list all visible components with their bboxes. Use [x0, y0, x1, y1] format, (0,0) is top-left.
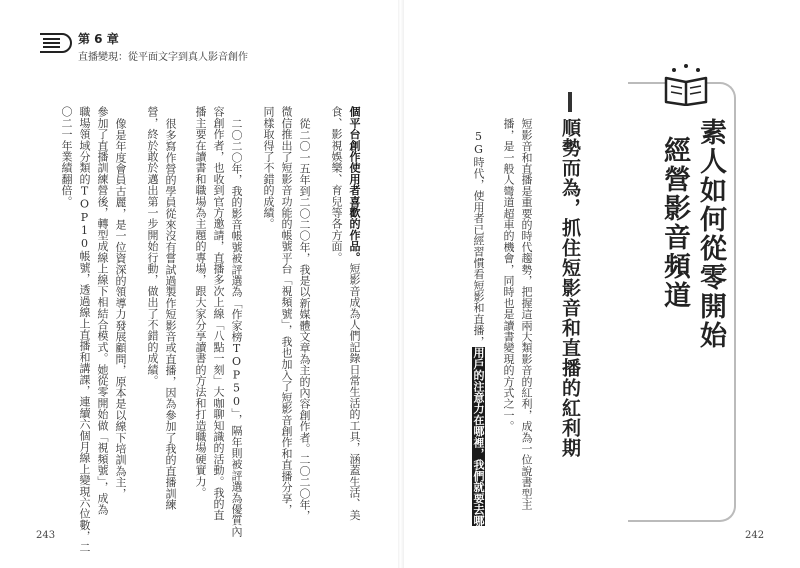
- left-p2-line-1: 從二〇一五年到二〇二〇年，我是以新媒體文章為主的內容創作者。二〇二〇年，: [298, 118, 311, 522]
- left-p4-line-2: 營，終於敢於邁出第一步開始行動，做出了不錯的成績。: [146, 106, 159, 386]
- left-p4-line-1: 很多寫作營的學員從來沒有嘗試過製作短影音或直播，因為參加了我的直播訓練: [164, 118, 177, 510]
- page-gutter: [398, 0, 404, 568]
- chapter-header: [38, 26, 298, 66]
- right-para2-text: 5G時代，使用者已經習慣看短影和直播，: [472, 130, 485, 347]
- left-p2-line-2: 微信推出了短影音功能的帳號平台「視頻號」，我也加入了短影音創作和直播分享，: [280, 106, 293, 515]
- left-p1-line-2: 食、影視娛樂、育兒等各方面。: [330, 106, 343, 263]
- left-p3-line-1: 二〇二〇年，我的影音帳號被評選為「作家榜TOP50」，隔年則被評選為優質內: [230, 118, 243, 537]
- left-p2-line-3: 同樣取得了不錯的成績。: [262, 106, 275, 230]
- open-book-icon: [660, 62, 712, 106]
- left-p1-line-1: [346, 106, 362, 520]
- page-number-left: 243: [36, 530, 56, 541]
- chapter-subtitle: 直播變現：從平面文字到真人影音創作: [78, 52, 248, 63]
- menu-lines-icon: [38, 30, 72, 56]
- page-number-right: 242: [745, 530, 765, 541]
- left-p5-line-4: 〇二一年業績翻倍。: [60, 106, 73, 207]
- right-para1-line-1: 短影音和直播是重要的時代趨勢，把握這兩大類影音的紅利，成為一位說書型主: [520, 118, 533, 510]
- right-para2-bold: 用戶的注意力在哪裡，我們就要去哪: [472, 346, 485, 527]
- left-p5-line-3: 職場領域分類的TOP10帳號，透過線上直播和講課，連續六個月線上變現六位數，二: [78, 106, 91, 553]
- left-p5-line-1: 像是年度會員古麗，是一位資深的領導力發展顧問，原本是以線下培訓為主，: [114, 118, 127, 499]
- left-p3-line-2: 容創作者，也收到官方邀請，直播多次上線「八點一刻」大咖聊知識的活動。我的直: [212, 106, 225, 521]
- left-p1-bold: 個平台創作使用者喜歡的作品。: [348, 106, 361, 263]
- chapter-label: 第 6 章: [78, 32, 119, 46]
- right-para2-line-1: [470, 130, 486, 526]
- left-p5-line-2: 參加了直播訓練營後，轉型成線上線下相結合模式。她從零開始做「視頻號」，成為: [96, 106, 109, 515]
- section-heading: 順勢而為，抓住短影音和直播的紅利期: [559, 118, 581, 458]
- page-title-line-1: 素人如何從零開始: [695, 118, 726, 350]
- left-p3-line-3: 播主要在讀書和職場為主題的專場，跟大家分享讀書的方法和打造職場硬實力。: [194, 106, 207, 498]
- left-p1-rest: 短影音成為人們記錄日常生活的工具，涵蓋生活、美: [348, 262, 361, 521]
- right-para1-line-2: 播，是一般人彎道超車的機會，同時也是讀書變現的方式之一。: [502, 118, 515, 432]
- section-heading-marker: [568, 92, 572, 112]
- page-title-line-2: 經營影音頻道: [659, 136, 690, 310]
